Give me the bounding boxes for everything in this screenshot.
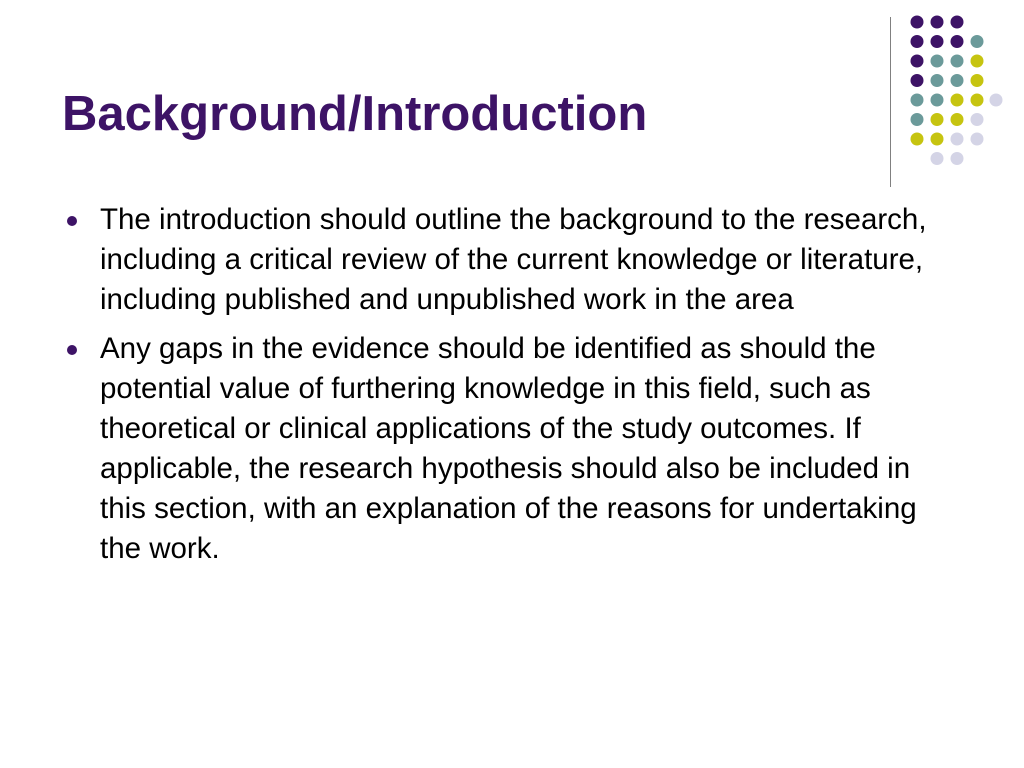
decorative-dot [971, 74, 984, 87]
bullet-text: Any gaps in the evidence should be identified as should the potential value of furthering knowledge in this field, such as theoretical or clinical applications of the study outcomes. If applicable, the research hypothesis should also be included in this section, with an explanation of the reasons for undertaking the work. [100, 332, 917, 565]
decorative-dot [990, 94, 1003, 107]
vertical-divider [890, 17, 891, 187]
decorative-dot [931, 113, 944, 126]
bullet-dot-icon [67, 216, 77, 226]
bullet-item [62, 329, 962, 569]
decorative-dot [931, 16, 944, 29]
bullet-list [62, 200, 962, 578]
decorative-dot [951, 133, 964, 146]
decorative-dot [971, 55, 984, 68]
decorative-dot [971, 133, 984, 146]
bullet-text: The introduction should outline the background to the research, including a critical review of the current knowledge or literature, including published and unpublished work in the area [100, 203, 927, 316]
decorative-dot [951, 113, 964, 126]
decorative-dot [971, 94, 984, 107]
decorative-dot [951, 74, 964, 87]
decorative-dot [931, 133, 944, 146]
decorative-dot [951, 152, 964, 165]
decorative-dot [931, 74, 944, 87]
decorative-dot [951, 94, 964, 107]
decorative-dot [931, 35, 944, 48]
decorative-dot [931, 94, 944, 107]
decorative-dot [911, 16, 924, 29]
bullet-dot-icon [67, 345, 77, 355]
decorative-dot [911, 133, 924, 146]
decorative-dot [911, 113, 924, 126]
decorative-dot [971, 113, 984, 126]
decorative-dot [911, 35, 924, 48]
bullet-item [62, 200, 962, 320]
decorative-dot [911, 74, 924, 87]
decorative-dot [951, 35, 964, 48]
decorative-dot [911, 94, 924, 107]
decorative-dot [931, 152, 944, 165]
decorative-dot [951, 16, 964, 29]
slide-title: Background/Introduction [62, 87, 648, 141]
decorative-dot [951, 55, 964, 68]
decorative-dot [911, 55, 924, 68]
decorative-dot [931, 55, 944, 68]
decorative-dot [971, 35, 984, 48]
